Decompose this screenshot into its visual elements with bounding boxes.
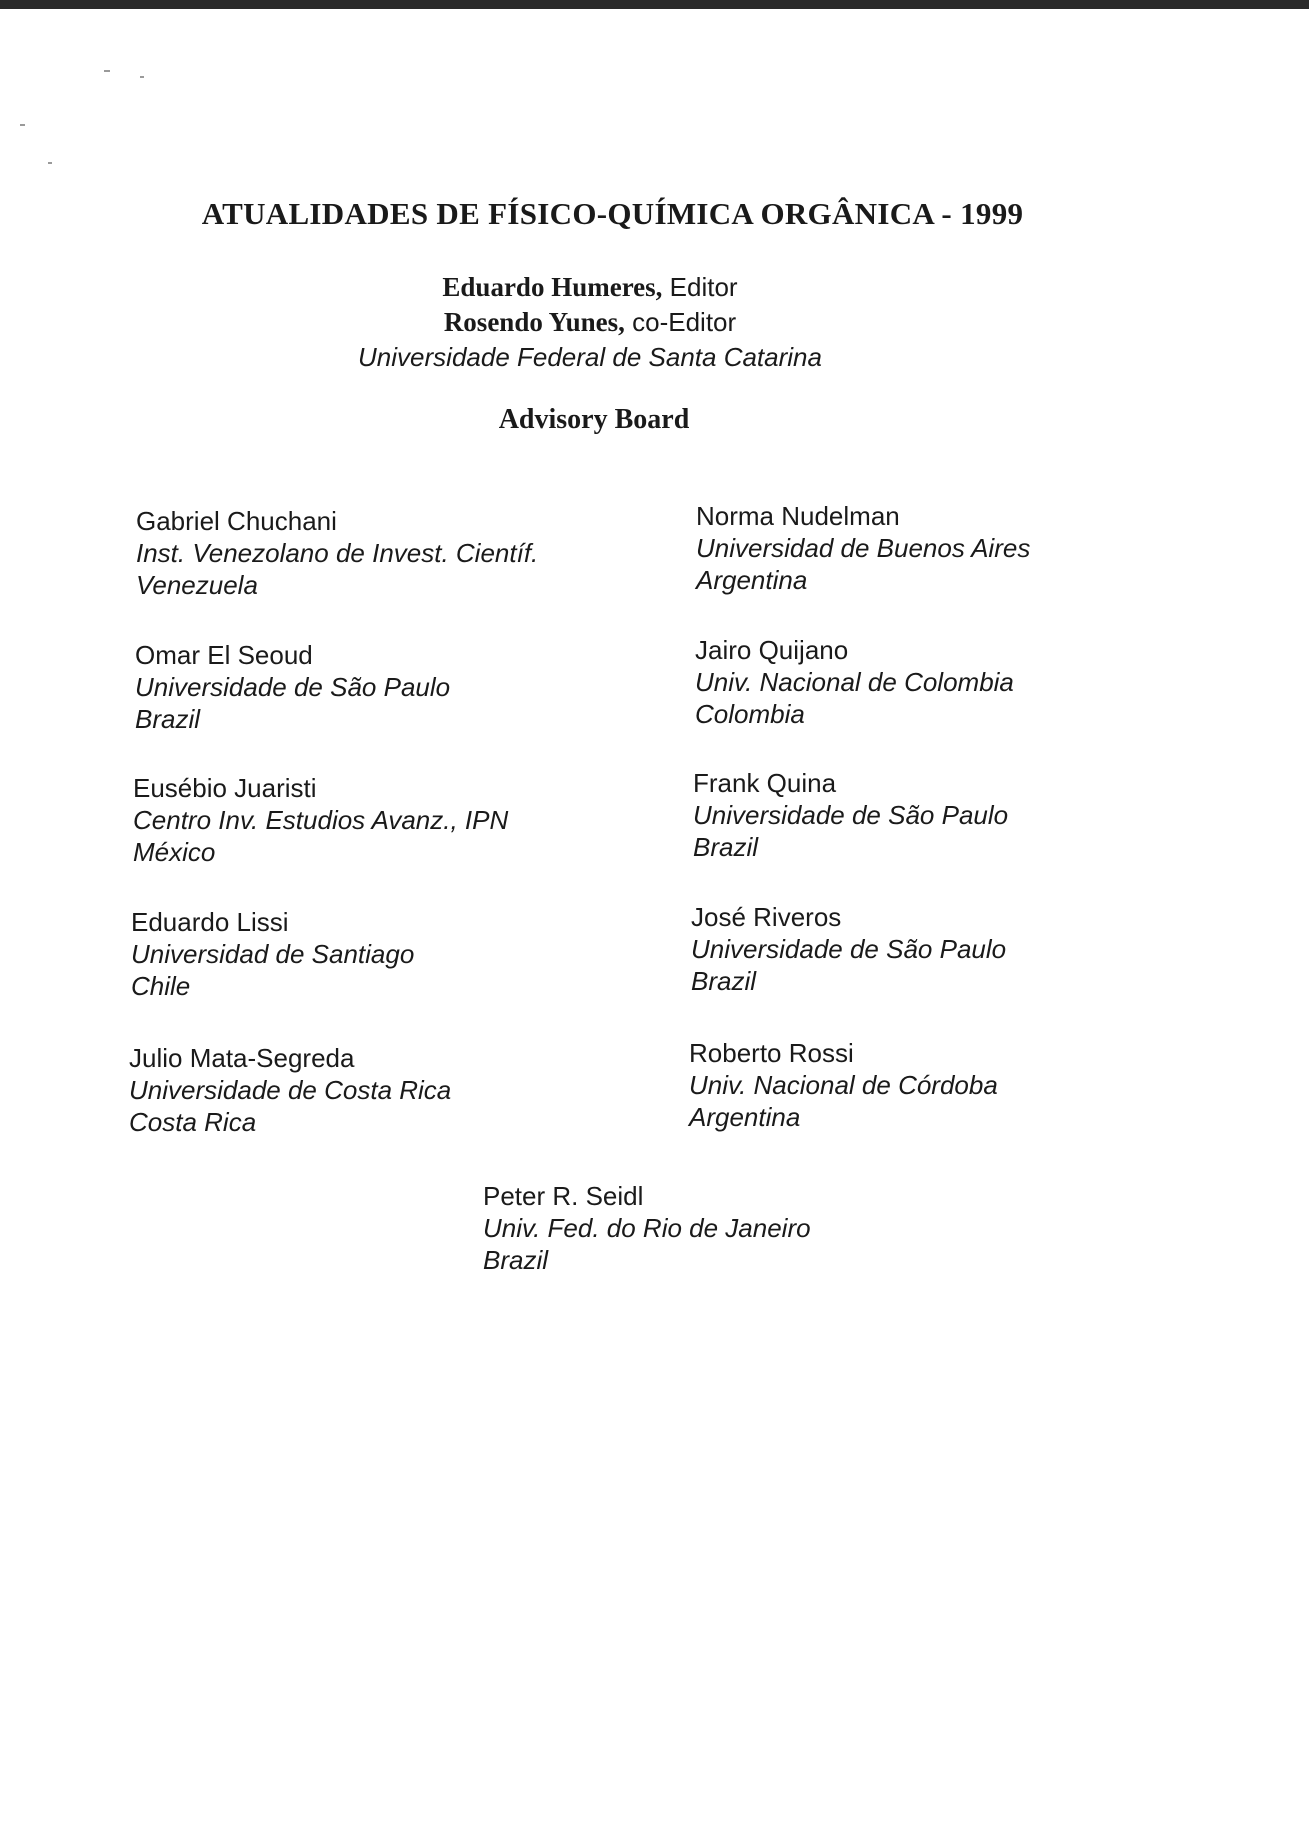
member-country: Argentina (689, 1102, 801, 1132)
co-editor-role: co-Editor (632, 307, 737, 337)
scan-top-edge (0, 0, 1309, 9)
editor-name: Eduardo Humeres, (442, 272, 663, 302)
member-institution: Universidad de Santiago (131, 939, 415, 969)
board-member (689, 1037, 1209, 1133)
member-institution: Universidade de São Paulo (693, 800, 1009, 830)
book-title: ATUALIDADES DE FÍSICO-QUÍMICA ORGÂNICA - 1999 (201, 196, 1024, 231)
member-country: Venezuela (136, 570, 258, 600)
member-country: Costa Rica (129, 1107, 257, 1137)
member-institution: Universidade de Costa Rica (129, 1075, 452, 1105)
member-institution: Univ. Nacional de Colombia (695, 667, 1014, 697)
advisory-board-heading: Advisory Board (498, 404, 690, 435)
co-editor-name: Rosendo Yunes, (443, 307, 625, 337)
editors-block (0, 270, 1180, 375)
member-name: Frank Quina (693, 768, 837, 798)
board-member (133, 772, 653, 868)
member-country: Brazil (693, 832, 759, 862)
board-member (696, 500, 1216, 596)
editors-institution: Universidade Federal de Santa Catarina (358, 342, 822, 372)
member-institution: Univ. Fed. do Rio de Janeiro (483, 1213, 811, 1243)
member-name: Peter R. Seidl (483, 1181, 644, 1211)
scan-speck (20, 124, 25, 126)
member-name: Norma Nudelman (696, 501, 900, 531)
co-editor-line (0, 305, 1180, 340)
member-institution: Inst. Venezolano de Invest. Científ. (136, 538, 539, 568)
editor-line (0, 270, 1180, 305)
member-name: Jairo Quijano (695, 635, 849, 665)
board-member (483, 1180, 1003, 1276)
member-institution: Universidade de São Paulo (135, 672, 451, 702)
scan-speck (140, 76, 144, 78)
member-institution: Univ. Nacional de Córdoba (689, 1070, 998, 1100)
member-institution: Centro Inv. Estudios Avanz., IPN (133, 805, 509, 835)
member-institution: Universidade de São Paulo (691, 934, 1007, 964)
member-name: José Riveros (691, 902, 842, 932)
member-country: Brazil (483, 1245, 549, 1275)
board-member (135, 639, 655, 735)
member-country: Argentina (696, 565, 808, 595)
board-member (693, 767, 1213, 863)
member-country: Colombia (695, 699, 805, 729)
board-member (695, 634, 1215, 730)
member-country: Brazil (135, 704, 201, 734)
board-member (691, 901, 1211, 997)
scan-speck (104, 70, 110, 72)
member-country: Brazil (691, 966, 757, 996)
member-institution: Universidad de Buenos Aires (696, 533, 1031, 563)
board-member (129, 1042, 649, 1138)
member-name: Omar El Seoud (135, 640, 313, 670)
member-country: México (133, 837, 216, 867)
member-name: Roberto Rossi (689, 1038, 854, 1068)
member-country: Chile (131, 971, 191, 1001)
board-member (136, 505, 656, 601)
member-name: Gabriel Chuchani (136, 506, 337, 536)
board-member (131, 906, 651, 1002)
editor-role: Editor (669, 272, 738, 302)
member-name: Eduardo Lissi (131, 907, 289, 937)
member-name: Eusébio Juaristi (133, 773, 317, 803)
member-name: Julio Mata-Segreda (129, 1043, 355, 1073)
scan-speck (48, 162, 52, 164)
